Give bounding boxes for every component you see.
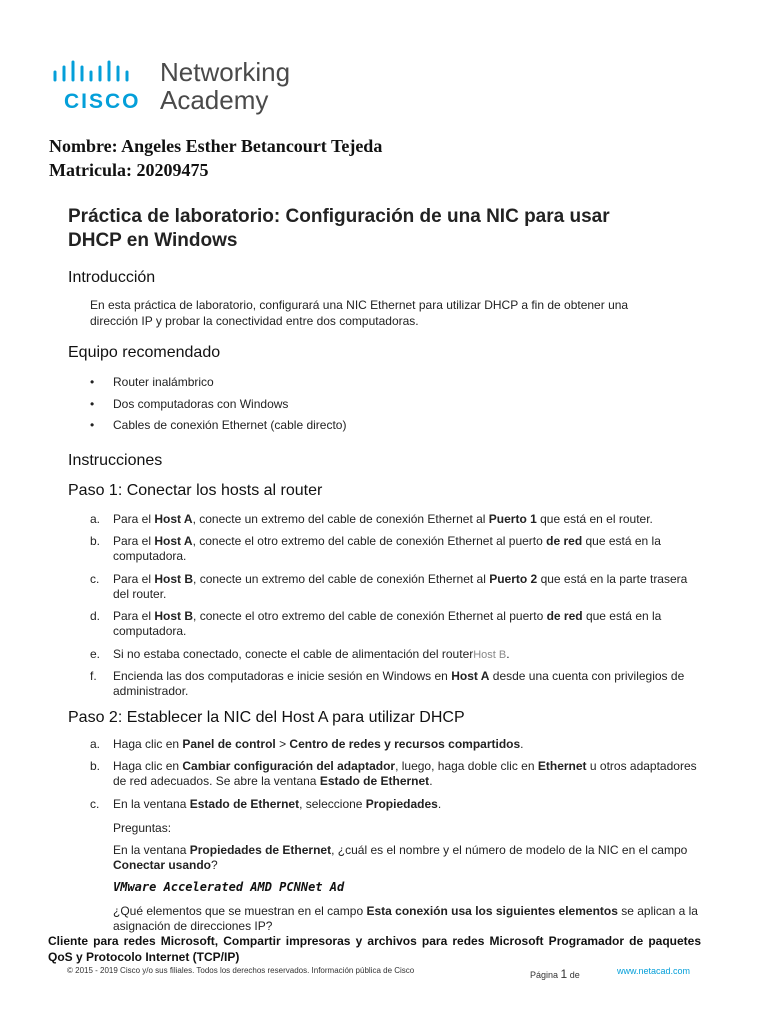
student-name: Nombre: Angeles Esther Betancourt Tejeda: [49, 136, 383, 156]
title-line-2: DHCP en Windows: [68, 230, 238, 251]
cisco-bars-icon: [52, 60, 148, 88]
list-item: • Router inalámbrico: [90, 375, 214, 389]
intro-paragraph: [90, 297, 700, 329]
equipment-heading: Equipo recomendado: [68, 344, 221, 361]
list-item: • Dos computadoras con Windows: [90, 397, 289, 411]
bullet-icon: •: [90, 397, 95, 411]
footer-copyright: © 2015 - 2019 Cisco y/o sus filiales. Todos los derechos reservados. Información pública de Cisco: [67, 966, 415, 975]
cisco-networking-academy-logo: [52, 58, 312, 118]
bullet-icon: •: [90, 418, 95, 432]
step1-heading: Paso 1: Conectar los hosts al router: [68, 482, 323, 499]
title-line-1: Práctica de laboratorio: Configuración de una NIC para usar: [68, 206, 610, 227]
intro-heading: Introducción: [68, 269, 156, 286]
document-title: [68, 205, 668, 253]
intro-line-1: En esta práctica de laboratorio, configurará una NIC Ethernet para utilizar DHCP a fin de obtener una: [90, 298, 629, 312]
page-number: Página 1 de: [530, 967, 580, 981]
question-2: ¿Qué elementos que se muestran en el campo Esta conexión usa los siguientes elementos se aplican a la asignación de direcciones IP?: [113, 904, 698, 933]
question-1: En la ventana Propiedades de Ethernet, ¿cuál es el nombre y el número de modelo de la NIC en el campo Conectar usando?: [113, 843, 688, 872]
intro-line-2: dirección IP y probar la conectividad entre dos computadoras.: [90, 314, 419, 328]
logo-academy: Academy: [160, 85, 269, 115]
instructions-heading: Instrucciones: [68, 452, 163, 469]
student-id: Matricula: 20209475: [49, 160, 209, 180]
bullet-icon: •: [90, 375, 95, 389]
logo-networking: Networking: [160, 57, 291, 87]
cisco-wordmark: CISCO: [64, 90, 141, 113]
answer-1: VMware Accelerated AMD PCNNet Ad: [113, 880, 345, 894]
answer-2: Cliente para redes Microsoft, Compartir impresoras y archivos para redes Microsoft Programador de paquetes QoS y Protocolo Internet (TCP/IP): [48, 934, 701, 964]
questions-label: Preguntas:: [113, 821, 172, 835]
footer-website-link[interactable]: www.netacad.com: [617, 966, 691, 976]
step2-heading: Paso 2: Establecer la NIC del Host A para utilizar DHCP: [68, 709, 465, 726]
list-item: • Cables de conexión Ethernet (cable directo): [90, 418, 347, 432]
